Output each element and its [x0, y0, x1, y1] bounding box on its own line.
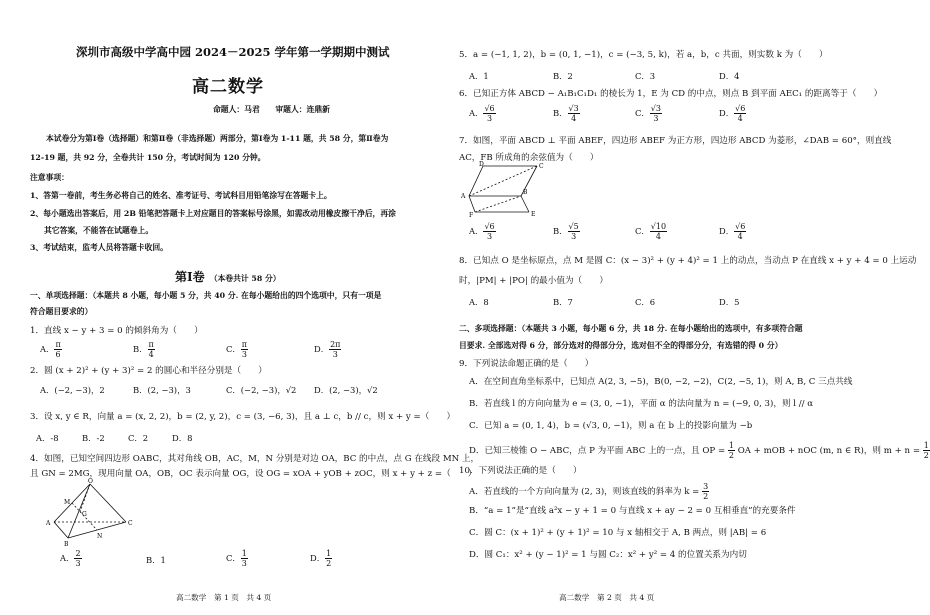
- note-2a: 2、每小题选出答案后，用 2B 铅笔把答题卡上对应题目的答案标号涂黑，如需改动用橡皮擦干净后，再涂: [30, 209, 396, 218]
- q5-option-b: B．2: [553, 71, 573, 81]
- q7-option-a: A． $\frac{√6}{3}$: [469, 222, 495, 241]
- question-4-line-1: 4．如图，已知空间四边形 OABC，其对角线 OB，AC，M，N 分别是对边 OA，BC 的中点，点 G 在线段 MN 上，: [30, 454, 480, 464]
- authors-line: 命题人：马君 审题人：连鼎新: [213, 105, 330, 114]
- school-title: 深圳市高级中学高中园 2024－2025 学年第一学期期中测试: [76, 45, 390, 59]
- q8-option-a: A．8: [469, 297, 489, 307]
- intro-line-2: 12-19 题，共 92 分，全卷共计 150 分，考试时间为 120 分钟。: [30, 153, 266, 162]
- q8-option-b: B．7: [553, 297, 573, 307]
- q3-option-c: C．2: [128, 433, 149, 443]
- note-1: 1、答第一卷前，考生务必将自己的姓名、准考证号、考试科目用铅笔涂写在答题卡上。: [30, 191, 332, 200]
- question-8-line-1: 8．已知点 O 是坐标原点，点 M 是圆 C：(x − 3)² + (y + 4)² = 1 上的动点，当动点 P 在直线 x + y + 4 = 0 上运动: [459, 256, 917, 266]
- label-F: F: [469, 212, 474, 219]
- q6-option-a: A． $\frac{√6}{3}$: [469, 104, 495, 123]
- label-C: C: [128, 520, 133, 527]
- tetrahedron-figure: [40, 478, 140, 548]
- label-O: O: [88, 478, 93, 485]
- q1-option-a: A． $\frac{\pi}{6}$: [40, 340, 61, 359]
- question-9: 9．下列说法命题正确的是（ ）: [459, 359, 594, 369]
- note-3: 3、考试结束，监考人员将答题卡收回。: [30, 243, 168, 252]
- question-10: 10．下列说法正确的是（ ）: [459, 466, 582, 476]
- q2-option-a: A．(−2, −3)，2: [40, 385, 105, 395]
- q4-option-b: B．1: [146, 555, 166, 565]
- q10-option-b: B．“a = 1”是“直线 a²x − y + 1 = 0 与直线 x + ay − 2 = 0 互相垂直”的充要条件: [469, 506, 796, 516]
- section1-heading-b: 符合题目要求的）: [30, 307, 93, 316]
- q3-option-b: B．-2: [82, 433, 105, 443]
- q6-option-c: C． $\frac{√3}{3}$: [635, 104, 661, 123]
- q7-option-c: C． $\frac{√10}{4}$: [635, 222, 667, 241]
- q4-option-d: D． $\frac{1}{2}$: [310, 549, 332, 568]
- question-4-line-2: 且 GN = 2MG，现用向量 OA，OB，OC 表示向量 OG，设 OG = xOA + yOB + zOC，则 x + y + z =（ ）: [30, 469, 477, 479]
- note-2b: 其它答案，不能答在试题卷上。: [44, 226, 154, 235]
- q2-option-d: D．(2, −3)，√2: [314, 385, 378, 395]
- label-E: E: [531, 211, 536, 218]
- label-B: B: [64, 541, 69, 548]
- q6-option-d: D． $\frac{√6}{4}$: [719, 104, 746, 123]
- label-N: N: [97, 533, 103, 540]
- question-1: 1．直线 x − y + 3 = 0 的倾斜角为（ ）: [30, 326, 203, 336]
- volume-note: （本卷共计 58 分）: [209, 274, 281, 283]
- q3-option-d: D．8: [172, 433, 193, 443]
- q7-option-b: B． $\frac{√5}{3}$: [553, 222, 579, 241]
- section2-heading-a: 二、多项选择题：（本题共 3 小题，每小题 6 分，共 18 分. 在每小题给出的选项中，有多项符合题: [459, 324, 803, 333]
- q1-option-b: B． $\frac{\pi}{4}$: [133, 340, 154, 359]
- q5-option-d: D．4: [719, 71, 740, 81]
- question-3: 3．设 x, y ∈ R，向量 a = (x, 2, 2)，b = (2, y, 2)，c = (3, −6, 3)，且 a ⊥ c，b // c，则 x + y =（ ）: [30, 412, 456, 422]
- q5-option-a: A．1: [469, 71, 489, 81]
- subject-title: 高二数学: [192, 77, 264, 97]
- page-1-footer: 高二数学 第 1 页 共 4 页: [176, 593, 272, 602]
- q6-option-b: B． $\frac{√3}{4}$: [553, 104, 579, 123]
- q9-option-d: D．已知三棱锥 O − ABC，点 P 为平面 ABC 上的一点，且 OP = $\frac{1}{2}$ OA + mOB + nOC (m, n ∈ R)，则 m + n = $\frac{1}{2}$: [469, 441, 929, 460]
- label-B: B: [523, 189, 528, 196]
- label-C: C: [539, 163, 544, 170]
- q5-option-c: C．3: [635, 71, 656, 81]
- notes-heading: 注意事项：: [30, 173, 69, 182]
- q7-option-d: D． $\frac{√6}{4}$: [719, 222, 746, 241]
- q10-option-c: C．圆 C：(x + 1)² + (y + 1)² = 10 与 x 轴相交于 A, B 两点，则 |AB| = 6: [469, 528, 767, 538]
- question-7-line-1: 7．如图，平面 ABCD ⊥ 平面 ABEF，四边形 ABEF 为正方形，四边形 ABCD 为菱形，∠DAB = 60°，则直线: [459, 136, 892, 146]
- section2-heading-b: 目要求. 全部选对得 6 分，部分选对的得部分分，选对但不全的得部分分，有选错的得 0 分）: [459, 341, 783, 350]
- question-7-line-2: AC，FB 所成角的余弦值为（ ）: [459, 153, 599, 163]
- intro-line-1: 本试卷分为第Ⅰ卷（选择题）和第Ⅱ卷（非选择题）两部分，第Ⅰ卷为 1-11 题，共 58 分，第Ⅱ卷为: [46, 134, 389, 143]
- q9-option-c: C．已知 a = (0, 1, 4)，b = (√3, 0, −1)，则 a 在 b 上的投影向量为 −b: [469, 421, 753, 431]
- q1-option-d: D． $\frac{2\pi}{3}$: [314, 340, 341, 359]
- label-A: A: [461, 193, 466, 200]
- prism-figure: [459, 160, 549, 218]
- exam-page-2: [435, 0, 929, 615]
- label-D: D: [479, 161, 484, 168]
- question-8-line-2: 时，|PM| + |PO| 的最小值为（ ）: [459, 276, 608, 286]
- label-A: A: [46, 520, 51, 527]
- q10-option-d: D．圆 C₁：x² + (y − 1)² = 1 与圆 C₂：x² + y² = 4 的位置关系为内切: [469, 550, 747, 560]
- q2-option-c: C．(−2, −3)，√2: [226, 385, 297, 395]
- question-2: 2．圆 (x + 2)² + (y + 3)² = 2 的圆心和半径分别是（ ）: [30, 366, 267, 376]
- label-G: G: [82, 511, 87, 518]
- section1-heading-a: 一、单项选择题：（本题共 8 小题，每小题 5 分，共 40 分. 在每小题给出的四个选项中，只有一项是: [30, 291, 382, 300]
- q10-option-a: A．若直线的一个方向向量为 (2, 3)，则该直线的斜率为 k = $\frac{3}{2}$: [469, 482, 709, 501]
- q1-option-c: C． $\frac{\pi}{3}$: [226, 340, 248, 359]
- q4-option-c: C． $\frac{1}{3}$: [226, 549, 247, 568]
- q4-option-a: A． $\frac{2}{3}$: [60, 549, 81, 568]
- page-2-footer: 高二数学 第 2 页 共 4 页: [559, 593, 655, 602]
- q8-option-c: C．6: [635, 297, 656, 307]
- label-M: M: [64, 499, 71, 506]
- q8-option-d: D．5: [719, 297, 740, 307]
- volume-title: 第Ⅰ卷: [175, 270, 205, 284]
- question-6: 6．已知正方体 ABCD − A₁B₁C₁D₁ 的棱长为 1，E 为 CD 的中点，则点 B 到平面 AEC₁ 的距离等于（ ）: [459, 89, 883, 99]
- question-5: 5．a = (−1, 1, 2)，b = (0, 1, −1)，c = (−3, 5, k)，若 a，b，c 共面，则实数 k 为（ ）: [459, 50, 828, 60]
- q9-option-b: B．若直线 l 的方向向量为 e = (3, 0, −1)，平面 α 的法向量为 n = (−9, 0, 3)，则 l // α: [469, 399, 814, 409]
- volume-heading: [175, 266, 281, 285]
- q2-option-b: B．(2, −3)，3: [133, 385, 191, 395]
- q9-option-a: A．在空间直角坐标系中，已知点 A(2, 3, −5)，B(0, −2, −2)，C(2, −5, 1)，则 A, B, C 三点共线: [469, 377, 853, 387]
- q3-option-a: A．-8: [36, 433, 59, 443]
